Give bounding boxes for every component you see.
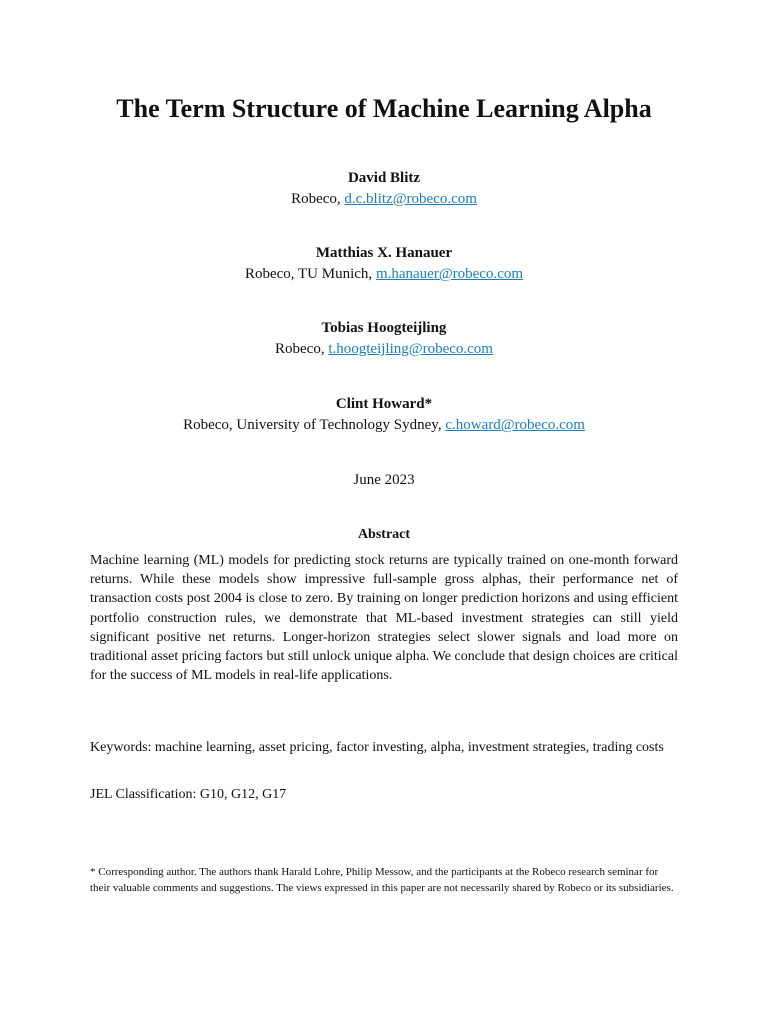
author-email-link[interactable]: t.hoogteijling@robeco.com	[328, 341, 493, 357]
author-block-4	[0, 394, 768, 436]
author-name: Matthias X. Hanauer	[315, 245, 453, 261]
affiliation-text: Robeco, University of Technology Sydney,	[183, 417, 446, 433]
author-block-1	[0, 168, 768, 210]
author-block-3	[0, 318, 768, 360]
author-affiliation	[0, 189, 768, 210]
author-email-link[interactable]: d.c.blitz@robeco.com	[344, 191, 477, 207]
author-name: David Blitz	[347, 170, 421, 186]
author-name: Clint Howard*	[335, 396, 433, 412]
author-affiliation	[0, 264, 768, 285]
author-name: Tobias Hoogteijling	[321, 320, 447, 336]
abstract-heading: Abstract	[357, 527, 411, 542]
author-email-link[interactable]: c.howard@robeco.com	[445, 417, 585, 433]
publication-date: June 2023	[353, 472, 415, 488]
author-affiliation	[0, 415, 768, 436]
keywords: Keywords: machine learning, asset pricing, factor investing, alpha, investment strategies, trading costs	[90, 740, 664, 755]
author-email-link[interactable]: m.hanauer@robeco.com	[375, 266, 524, 282]
affiliation-text: Robeco,	[291, 191, 345, 207]
author-affiliation	[0, 339, 768, 360]
paper-title: The Term Structure of Machine Learning Alpha	[116, 94, 652, 123]
affiliation-text: Robeco,	[275, 341, 329, 357]
abstract-text: Machine learning (ML) models for predicting stock returns are typically trained on one-month forward returns. While these models show impressive full-sample gross alphas, their performance net of transaction costs post 2004 is close to zero. By training on longer prediction horizons and using efficient portfolio construction rules, we demonstrate that ML-based investment strategies can still yield significant positive net returns. Longer-horizon strategies select slower signals and load more on traditional asset pricing factors but still unlock unique alpha. We conclude that design choices are critical for the success of ML models in real-life applications.	[90, 553, 678, 684]
author-block-2	[0, 243, 768, 285]
footnote: * Corresponding author. The authors thank Harald Lohre, Philip Messow, and the participants at the Robeco research seminar for their valuable comments and suggestions. The views expressed in this paper are not necessarily shared by Robeco or its subsidiaries.	[90, 866, 674, 894]
jel-classification: JEL Classification: G10, G12, G17	[90, 787, 287, 802]
affiliation-text: Robeco, TU Munich,	[244, 266, 376, 282]
